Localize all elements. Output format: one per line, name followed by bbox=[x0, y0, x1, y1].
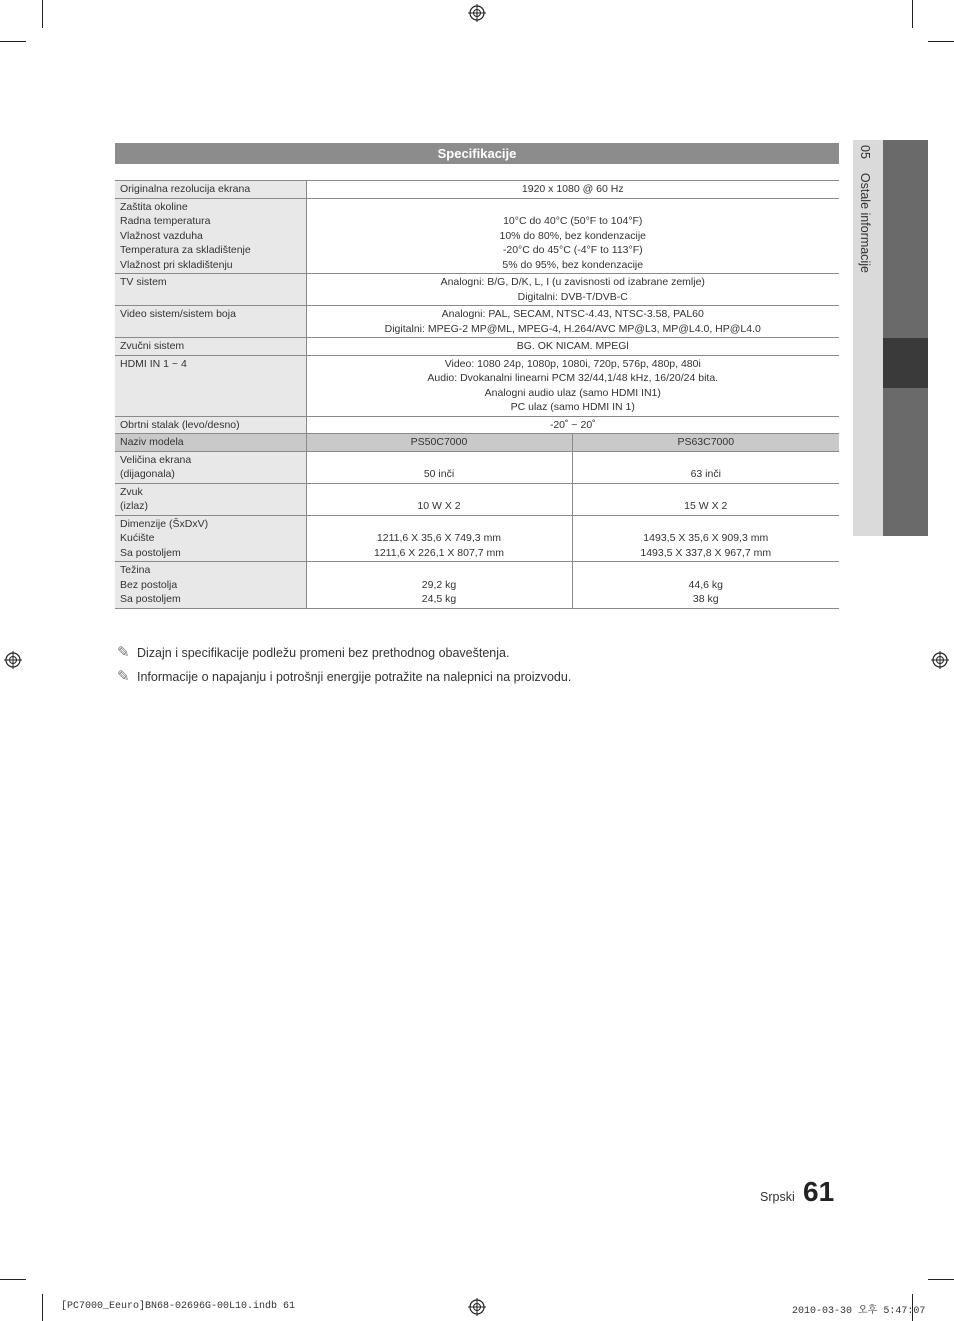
cell-line: 1211,6 X 226,1 X 807,7 mm bbox=[374, 546, 504, 559]
cell-line: Zaštita okoline bbox=[120, 200, 188, 213]
cell-line: -20˚ ~ 20˚ bbox=[549, 418, 596, 431]
cell-line: 63 inči bbox=[690, 468, 721, 480]
table-row bbox=[115, 562, 839, 609]
model-header-label: Naziv modela bbox=[115, 434, 306, 452]
cell-line: Veličina ekrana bbox=[120, 453, 192, 466]
cell-line: 1211,6 X 35,6 X 749,3 mm bbox=[376, 532, 502, 544]
cell-line: 29,2 kg bbox=[421, 578, 457, 591]
cell-line: 1493,5 X 35,6 X 909,3 mm bbox=[643, 532, 769, 544]
cell-line: 5% do 95%, bez kondenzacije bbox=[502, 258, 644, 271]
cell-line: Analogni: B/G, D/K, L, I (u zavisnosti od izabrane zemlje) bbox=[440, 276, 705, 288]
table-row bbox=[115, 416, 839, 434]
model-header-row bbox=[115, 434, 839, 452]
note bbox=[117, 643, 509, 661]
side-tab-dark bbox=[883, 140, 928, 338]
cell-line: Analogni: PAL, SECAM, NTSC-4.43, NTSC-3.58, PAL60 bbox=[441, 308, 704, 320]
crop-mark bbox=[0, 41, 26, 42]
note bbox=[117, 667, 571, 685]
row-label bbox=[115, 451, 306, 483]
model-a-value bbox=[306, 562, 572, 609]
cell-line: 10°C do 40°C (50°F to 104°F) bbox=[503, 215, 643, 227]
cell-line: 1920 x 1080 @ 60 Hz bbox=[521, 183, 624, 195]
row-value bbox=[306, 181, 839, 199]
cell-line: Sa postoljem bbox=[120, 593, 181, 605]
cell-line: Bez postolja bbox=[120, 578, 178, 591]
cell-line: 24,5 kg bbox=[421, 593, 457, 605]
table-row bbox=[115, 483, 839, 515]
cell-line: 10 W X 2 bbox=[417, 500, 461, 512]
row-label bbox=[115, 416, 306, 434]
table-row bbox=[115, 355, 839, 416]
cell-line: Analogni audio ulaz (samo HDMI IN1) bbox=[484, 386, 661, 399]
page-number: 61 bbox=[803, 1176, 835, 1207]
model-a-value bbox=[306, 515, 572, 562]
cell-line: 44,6 kg bbox=[688, 578, 723, 591]
row-label bbox=[115, 483, 306, 515]
table-row bbox=[115, 274, 839, 306]
cell-line: Zvuk bbox=[120, 485, 143, 498]
table-row bbox=[115, 306, 839, 338]
row-value bbox=[306, 416, 839, 434]
cell-line: Originalna rezolucija ekrana bbox=[120, 183, 251, 195]
side-tab-active-marker bbox=[883, 338, 928, 388]
table-row bbox=[115, 181, 839, 199]
row-label bbox=[115, 198, 306, 274]
cell-line: Dimenzije (ŠxDxV) bbox=[120, 517, 209, 530]
cell-line: Radna temperatura bbox=[120, 215, 211, 227]
cell-line: 10% do 80%, bez kondenzacije bbox=[499, 229, 647, 242]
crop-mark bbox=[928, 1279, 954, 1280]
pencil-icon: ✎ bbox=[117, 644, 130, 661]
cell-line: Audio: Dvokanalni linearni PCM 32/44,1/48 kHz, 16/20/24 bita. bbox=[427, 372, 719, 384]
table-row bbox=[115, 198, 839, 274]
side-tab-dark bbox=[883, 388, 928, 536]
cell-line: (izlaz) bbox=[120, 500, 148, 512]
cell-line: Vlažnost vazduha bbox=[120, 229, 203, 242]
cell-line: 50 inči bbox=[423, 468, 455, 480]
spec-table bbox=[115, 180, 839, 609]
row-label bbox=[115, 562, 306, 609]
model-b-value bbox=[572, 562, 839, 609]
registration-mark-icon bbox=[4, 651, 22, 669]
model-name: PS63C7000 bbox=[572, 434, 839, 452]
row-value bbox=[306, 198, 839, 274]
model-b-value bbox=[572, 451, 839, 483]
crop-mark bbox=[42, 1294, 43, 1321]
cell-line: TV sistem bbox=[120, 276, 167, 288]
cell-line: Kućište bbox=[120, 532, 155, 544]
registration-mark-icon bbox=[468, 1298, 486, 1316]
print-slug-file: [PC7000_Eeuro]BN68-02696G-00L10.indb 61 bbox=[61, 1301, 296, 1312]
cell-line: Obrtni stalak (levo/desno) bbox=[120, 418, 240, 431]
model-b-value bbox=[572, 483, 839, 515]
note-text: Dizajn i specifikacije podležu promeni bez prethodnog obaveštenja. bbox=[137, 646, 510, 660]
cell-line: PC ulaz (samo HDMI IN 1) bbox=[510, 401, 635, 413]
row-value bbox=[306, 306, 839, 338]
cell-line: Sa postoljem bbox=[120, 546, 181, 559]
chapter-title: Ostale informacije bbox=[858, 172, 872, 273]
crop-mark bbox=[42, 0, 43, 28]
table-row bbox=[115, 451, 839, 483]
row-label bbox=[115, 181, 306, 199]
page-language: Srpski bbox=[760, 1190, 795, 1204]
row-label bbox=[115, 338, 306, 356]
table-row bbox=[115, 515, 839, 562]
row-value bbox=[306, 338, 839, 356]
model-b-value bbox=[572, 515, 839, 562]
note-text: Informacije o napajanju i potrošnji energije potražite na nalepnici na proizvodu. bbox=[137, 670, 572, 684]
crop-mark bbox=[0, 1279, 26, 1280]
model-name: PS50C7000 bbox=[306, 434, 572, 452]
cell-line: 1493,5 X 337,8 X 967,7 mm bbox=[640, 546, 772, 559]
cell-line: Težina bbox=[120, 564, 151, 576]
row-value bbox=[306, 274, 839, 306]
cell-line: Video sistem/sistem boja bbox=[120, 308, 236, 320]
model-a-value bbox=[306, 451, 572, 483]
print-slug-date: 2010-03-30 오후 5:47:07 bbox=[792, 1306, 926, 1317]
cell-line: HDMI IN 1 ~ 4 bbox=[120, 357, 187, 370]
row-label bbox=[115, 274, 306, 306]
cell-line: Temperatura za skladištenje bbox=[120, 244, 251, 256]
section-title: Specifikacije bbox=[115, 143, 839, 164]
crop-mark bbox=[928, 41, 954, 42]
row-label bbox=[115, 355, 306, 416]
registration-mark-icon bbox=[468, 4, 486, 22]
row-value bbox=[306, 355, 839, 416]
model-a-value bbox=[306, 483, 572, 515]
cell-line: 15 W X 2 bbox=[684, 500, 728, 512]
row-label bbox=[115, 515, 306, 562]
crop-mark bbox=[912, 0, 913, 28]
pencil-icon: ✎ bbox=[117, 668, 130, 685]
cell-line: Digitalni: DVB-T/DVB-C bbox=[517, 290, 628, 303]
cell-line: Zvučni sistem bbox=[120, 340, 185, 352]
side-tab-text bbox=[858, 145, 872, 273]
cell-line: Digitalni: MPEG-2 MP@ML, MPEG-4, H.264/AVC MP@L3, MP@L4.0, HP@L4.0 bbox=[384, 322, 761, 335]
cell-line: 38 kg bbox=[692, 593, 719, 605]
table-row bbox=[115, 338, 839, 356]
registration-mark-icon bbox=[931, 651, 949, 669]
cell-line: BG. OK NICAM. MPEGl bbox=[516, 340, 629, 352]
cell-line: (dijagonala) bbox=[120, 468, 175, 480]
row-label bbox=[115, 306, 306, 338]
cell-line: Vlažnost pri skladištenju bbox=[120, 258, 233, 271]
cell-line: -20°C do 45°C (-4°F to 113°F) bbox=[502, 244, 643, 256]
chapter-number: 05 bbox=[858, 145, 872, 159]
cell-line: Video: 1080 24p, 1080p, 1080i, 720p, 576p, 480p, 480i bbox=[444, 357, 701, 370]
